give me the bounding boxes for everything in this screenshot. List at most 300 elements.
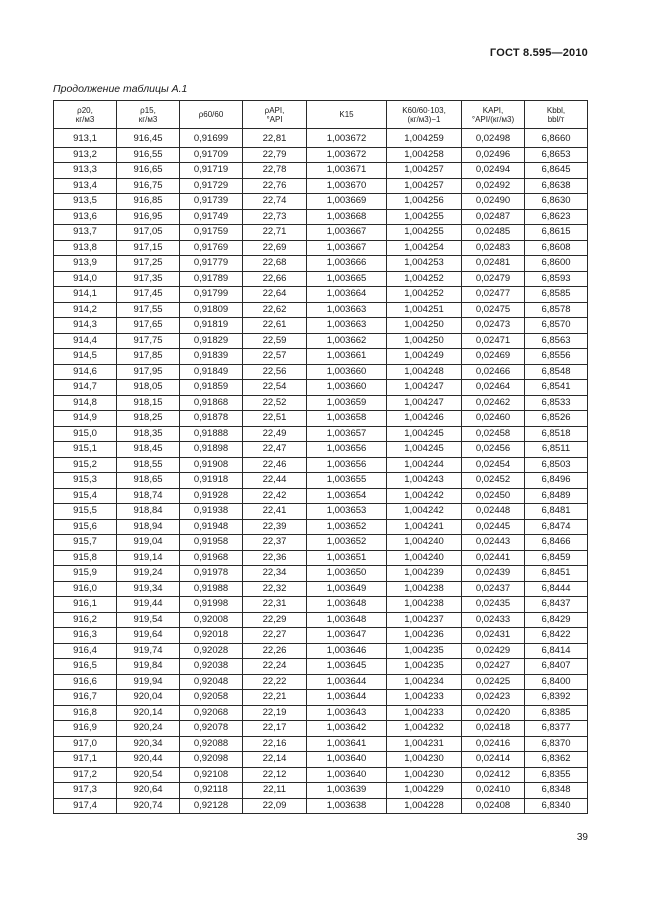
table-cell: 915,2: [54, 457, 117, 473]
table-cell: 920,34: [117, 736, 180, 752]
table-cell: 918,15: [117, 395, 180, 411]
table-cell: 919,84: [117, 659, 180, 675]
table-cell: 915,9: [54, 566, 117, 582]
table-cell: 917,95: [117, 364, 180, 380]
table-cell: 916,65: [117, 163, 180, 179]
table-cell: 917,2: [54, 767, 117, 783]
table-cell: 0,91759: [180, 225, 243, 241]
table-cell: 1,004255: [387, 209, 462, 225]
table-cell: 6,8370: [525, 736, 588, 752]
table-row: [54, 318, 588, 334]
table-cell: 6,8660: [525, 129, 588, 148]
table-row: [54, 550, 588, 566]
table-cell: 1,003670: [307, 178, 387, 194]
table-row: [54, 380, 588, 396]
table-cell: 22,14: [243, 752, 307, 768]
table-cell: 1,003668: [307, 209, 387, 225]
table-cell: 1,004250: [387, 318, 462, 334]
table-cell: 919,74: [117, 643, 180, 659]
table-cell: 1,004249: [387, 349, 462, 365]
column-header-unit: °API/(кг/м3): [471, 114, 515, 124]
table-cell: 6,8563: [525, 333, 588, 349]
table-row: [54, 597, 588, 613]
table-cell: 0,02498: [462, 129, 525, 148]
column-header-unit: (кг/м3)−1: [407, 114, 441, 124]
table-cell: 1,004258: [387, 147, 462, 163]
table-cell: 1,004257: [387, 178, 462, 194]
table-cell: 1,003669: [307, 194, 387, 210]
table-cell: 0,02485: [462, 225, 525, 241]
table-cell: 1,003641: [307, 736, 387, 752]
table-cell: 0,02454: [462, 457, 525, 473]
table-cell: 919,34: [117, 581, 180, 597]
table-cell: 915,1: [54, 442, 117, 458]
table-cell: 6,8451: [525, 566, 588, 582]
column-header-label: ρ15,: [140, 105, 156, 115]
table-cell: 0,02408: [462, 798, 525, 814]
column-header-unit: кг/м3: [75, 114, 95, 124]
table-cell: 1,003654: [307, 488, 387, 504]
table-cell: 1,003663: [307, 318, 387, 334]
table-cell: 1,003649: [307, 581, 387, 597]
table-cell: 917,4: [54, 798, 117, 814]
table-cell: 1,004252: [387, 271, 462, 287]
column-header-label: K60/60·103,: [402, 105, 446, 115]
table-cell: 918,25: [117, 411, 180, 427]
table-cell: 6,8362: [525, 752, 588, 768]
table-cell: 1,003648: [307, 597, 387, 613]
table-cell: 22,51: [243, 411, 307, 427]
table-row: [54, 736, 588, 752]
table-cell: 0,02433: [462, 612, 525, 628]
table-row: [54, 271, 588, 287]
table-cell: 1,003658: [307, 411, 387, 427]
table-cell: 1,003660: [307, 364, 387, 380]
table-cell: 0,02437: [462, 581, 525, 597]
table-cell: 920,54: [117, 767, 180, 783]
table-cell: 920,04: [117, 690, 180, 706]
table-cell: 1,003671: [307, 163, 387, 179]
table-cell: 916,5: [54, 659, 117, 675]
table-cell: 6,8496: [525, 473, 588, 489]
table-cell: 6,8481: [525, 504, 588, 520]
table-cell: 0,92008: [180, 612, 243, 628]
table-row: [54, 628, 588, 644]
table-cell: 1,003644: [307, 690, 387, 706]
table-cell: 913,5: [54, 194, 117, 210]
table-cell: 1,003653: [307, 504, 387, 520]
table-row: [54, 194, 588, 210]
table-cell: 920,74: [117, 798, 180, 814]
table-cell: 1,004245: [387, 442, 462, 458]
table-cell: 6,8623: [525, 209, 588, 225]
table-cell: 1,003648: [307, 612, 387, 628]
table-cell: 0,91769: [180, 240, 243, 256]
table-cell: 918,84: [117, 504, 180, 520]
table-cell: 917,35: [117, 271, 180, 287]
table-cell: 918,65: [117, 473, 180, 489]
table-row: [54, 302, 588, 318]
table-cell: 1,004233: [387, 705, 462, 721]
table-cell: 1,004259: [387, 129, 462, 148]
page-number: 39: [576, 832, 588, 843]
table-cell: 1,004234: [387, 674, 462, 690]
table-cell: 0,92038: [180, 659, 243, 675]
table-cell: 0,02425: [462, 674, 525, 690]
table-cell: 1,004246: [387, 411, 462, 427]
table-cell: 22,31: [243, 597, 307, 613]
table-cell: 914,7: [54, 380, 117, 396]
column-header: [180, 101, 243, 129]
table-cell: 918,05: [117, 380, 180, 396]
table-row: [54, 488, 588, 504]
table-row: [54, 504, 588, 520]
table-cell: 0,02441: [462, 550, 525, 566]
table-cell: 0,02420: [462, 705, 525, 721]
table-cell: 0,02431: [462, 628, 525, 644]
table-cell: 22,49: [243, 426, 307, 442]
table-cell: 6,8414: [525, 643, 588, 659]
column-header: [243, 101, 307, 129]
table-row: [54, 240, 588, 256]
table-cell: 0,91809: [180, 302, 243, 318]
table-cell: 919,94: [117, 674, 180, 690]
table-cell: 22,17: [243, 721, 307, 737]
table-caption: Продолжение таблицы А.1: [53, 83, 188, 95]
table-cell: 915,0: [54, 426, 117, 442]
table-cell: 1,003638: [307, 798, 387, 814]
table-cell: 22,57: [243, 349, 307, 365]
table-cell: 914,0: [54, 271, 117, 287]
table-cell: 920,64: [117, 783, 180, 799]
table-cell: 1,003664: [307, 287, 387, 303]
table-cell: 6,8474: [525, 519, 588, 535]
table-row: [54, 411, 588, 427]
table-cell: 1,003672: [307, 147, 387, 163]
table-cell: 22,76: [243, 178, 307, 194]
table-cell: 0,92018: [180, 628, 243, 644]
table-cell: 22,12: [243, 767, 307, 783]
column-header-label: ρAPI,: [264, 105, 285, 115]
table-cell: 6,8377: [525, 721, 588, 737]
table-cell: 913,1: [54, 129, 117, 148]
table-cell: 6,8615: [525, 225, 588, 241]
table-cell: 1,003652: [307, 519, 387, 535]
table-cell: 22,27: [243, 628, 307, 644]
table-cell: 916,75: [117, 178, 180, 194]
table-cell: 0,91789: [180, 271, 243, 287]
table-cell: 1,003672: [307, 129, 387, 148]
table-cell: 1,004242: [387, 488, 462, 504]
table-cell: 915,8: [54, 550, 117, 566]
table-cell: 918,55: [117, 457, 180, 473]
table-cell: 1,003666: [307, 256, 387, 272]
table-cell: 1,003640: [307, 767, 387, 783]
table-header: [54, 101, 588, 129]
column-header-label: ρ60/60: [198, 110, 224, 119]
table-cell: 1,004243: [387, 473, 462, 489]
table-row: [54, 178, 588, 194]
table-cell: 914,9: [54, 411, 117, 427]
table-cell: 0,02410: [462, 783, 525, 799]
table-cell: 6,8518: [525, 426, 588, 442]
table-cell: 22,71: [243, 225, 307, 241]
table-cell: 920,24: [117, 721, 180, 737]
table-cell: 916,95: [117, 209, 180, 225]
table-cell: 920,14: [117, 705, 180, 721]
table-cell: 1,004228: [387, 798, 462, 814]
table-cell: 1,004256: [387, 194, 462, 210]
table-row: [54, 581, 588, 597]
table-cell: 6,8645: [525, 163, 588, 179]
table-row: [54, 163, 588, 179]
table-cell: 1,004253: [387, 256, 462, 272]
table-cell: 914,3: [54, 318, 117, 334]
table-cell: 917,25: [117, 256, 180, 272]
table-cell: 6,8355: [525, 767, 588, 783]
table-cell: 0,91859: [180, 380, 243, 396]
table-cell: 6,8600: [525, 256, 588, 272]
table-cell: 1,003644: [307, 674, 387, 690]
table-cell: 1,004236: [387, 628, 462, 644]
table-cell: 6,8466: [525, 535, 588, 551]
table-cell: 22,54: [243, 380, 307, 396]
table-cell: 916,3: [54, 628, 117, 644]
table-cell: 1,003665: [307, 271, 387, 287]
table-body: [54, 129, 588, 814]
table-cell: 916,2: [54, 612, 117, 628]
table-cell: 1,003651: [307, 550, 387, 566]
table-cell: 1,003656: [307, 457, 387, 473]
table-cell: 0,91918: [180, 473, 243, 489]
table-cell: 6,8608: [525, 240, 588, 256]
table-cell: 0,02477: [462, 287, 525, 303]
table-cell: 22,47: [243, 442, 307, 458]
table-cell: 1,004229: [387, 783, 462, 799]
table-cell: 0,91699: [180, 129, 243, 148]
table-cell: 1,004230: [387, 752, 462, 768]
table-cell: 22,11: [243, 783, 307, 799]
data-table: [53, 100, 588, 814]
table-row: [54, 473, 588, 489]
table-cell: 22,69: [243, 240, 307, 256]
table-cell: 917,75: [117, 333, 180, 349]
table-cell: 1,003659: [307, 395, 387, 411]
table-cell: 913,4: [54, 178, 117, 194]
table-cell: 0,02469: [462, 349, 525, 365]
table-cell: 1,003650: [307, 566, 387, 582]
table-row: [54, 705, 588, 721]
table-cell: 0,91988: [180, 581, 243, 597]
table-cell: 0,02473: [462, 318, 525, 334]
table-cell: 0,92108: [180, 767, 243, 783]
table-cell: 22,09: [243, 798, 307, 814]
table-cell: 919,44: [117, 597, 180, 613]
table-cell: 6,8526: [525, 411, 588, 427]
table-cell: 0,91799: [180, 287, 243, 303]
table-cell: 917,45: [117, 287, 180, 303]
column-header-unit: bbl/т: [547, 114, 565, 124]
table-cell: 6,8548: [525, 364, 588, 380]
table-cell: 917,65: [117, 318, 180, 334]
column-header-label: Kbbl,: [546, 105, 566, 115]
table-cell: 0,02418: [462, 721, 525, 737]
table-cell: 0,91908: [180, 457, 243, 473]
table-row: [54, 798, 588, 814]
column-header-unit: кг/м3: [138, 114, 158, 124]
table-cell: 1,003667: [307, 240, 387, 256]
table-row: [54, 767, 588, 783]
table-cell: 6,8503: [525, 457, 588, 473]
table-cell: 22,41: [243, 504, 307, 520]
table-cell: 6,8638: [525, 178, 588, 194]
table-cell: 1,003657: [307, 426, 387, 442]
table-cell: 917,05: [117, 225, 180, 241]
table-cell: 1,004251: [387, 302, 462, 318]
table-cell: 22,68: [243, 256, 307, 272]
table-cell: 0,02464: [462, 380, 525, 396]
table-row: [54, 287, 588, 303]
table-cell: 0,02458: [462, 426, 525, 442]
table-row: [54, 519, 588, 535]
column-header-label: ρ20,: [77, 105, 93, 115]
table-cell: 22,73: [243, 209, 307, 225]
table-cell: 6,8593: [525, 271, 588, 287]
table-cell: 916,8: [54, 705, 117, 721]
table-cell: 22,42: [243, 488, 307, 504]
table-cell: 0,02445: [462, 519, 525, 535]
table-cell: 918,45: [117, 442, 180, 458]
table-cell: 0,91719: [180, 163, 243, 179]
table-row: [54, 721, 588, 737]
table-cell: 22,34: [243, 566, 307, 582]
table-cell: 22,52: [243, 395, 307, 411]
table-cell: 1,003667: [307, 225, 387, 241]
table-cell: 0,02412: [462, 767, 525, 783]
table-row: [54, 364, 588, 380]
table-cell: 1,004248: [387, 364, 462, 380]
table-row: [54, 426, 588, 442]
table-cell: 916,6: [54, 674, 117, 690]
table-cell: 22,62: [243, 302, 307, 318]
table-cell: 918,94: [117, 519, 180, 535]
table-cell: 0,91839: [180, 349, 243, 365]
column-header-label: K15: [339, 110, 354, 119]
table-cell: 914,6: [54, 364, 117, 380]
table-cell: 919,04: [117, 535, 180, 551]
table-row: [54, 209, 588, 225]
table-cell: 6,8422: [525, 628, 588, 644]
table-cell: 1,004237: [387, 612, 462, 628]
table-cell: 913,2: [54, 147, 117, 163]
table-cell: 1,003642: [307, 721, 387, 737]
table-row: [54, 129, 588, 148]
table-cell: 22,81: [243, 129, 307, 148]
table-cell: 1,003645: [307, 659, 387, 675]
table-row: [54, 147, 588, 163]
table-cell: 917,55: [117, 302, 180, 318]
table-cell: 22,37: [243, 535, 307, 551]
table-cell: 0,02448: [462, 504, 525, 520]
table-cell: 913,9: [54, 256, 117, 272]
column-header: [307, 101, 387, 129]
table-cell: 0,91878: [180, 411, 243, 427]
table-cell: 0,91849: [180, 364, 243, 380]
table-cell: 1,004240: [387, 535, 462, 551]
table-cell: 1,004242: [387, 504, 462, 520]
table-cell: 1,003652: [307, 535, 387, 551]
table-cell: 0,92088: [180, 736, 243, 752]
table-cell: 0,02494: [462, 163, 525, 179]
table-cell: 6,8653: [525, 147, 588, 163]
table-cell: 913,8: [54, 240, 117, 256]
table-cell: 0,91729: [180, 178, 243, 194]
table-cell: 22,36: [243, 550, 307, 566]
table-cell: 22,79: [243, 147, 307, 163]
table-cell: 919,24: [117, 566, 180, 582]
table-cell: 0,02456: [462, 442, 525, 458]
table-cell: 0,91868: [180, 395, 243, 411]
table-cell: 22,21: [243, 690, 307, 706]
table-cell: 916,9: [54, 721, 117, 737]
table-row: [54, 674, 588, 690]
table-cell: 916,4: [54, 643, 117, 659]
table-cell: 0,02416: [462, 736, 525, 752]
table-cell: 1,003656: [307, 442, 387, 458]
table-cell: 916,7: [54, 690, 117, 706]
table-cell: 0,02496: [462, 147, 525, 163]
table-cell: 0,91998: [180, 597, 243, 613]
table-cell: 0,02427: [462, 659, 525, 675]
table-cell: 917,1: [54, 752, 117, 768]
table-cell: 0,02452: [462, 473, 525, 489]
table-row: [54, 690, 588, 706]
table-cell: 22,74: [243, 194, 307, 210]
table-cell: 1,004241: [387, 519, 462, 535]
table-row: [54, 256, 588, 272]
table-cell: 0,91898: [180, 442, 243, 458]
table-cell: 0,91779: [180, 256, 243, 272]
table-cell: 1,004231: [387, 736, 462, 752]
table-row: [54, 442, 588, 458]
table-cell: 0,91938: [180, 504, 243, 520]
table-cell: 0,02471: [462, 333, 525, 349]
table-cell: 913,6: [54, 209, 117, 225]
header-row: [54, 101, 588, 129]
table-row: [54, 457, 588, 473]
table-cell: 0,91928: [180, 488, 243, 504]
table-cell: 917,3: [54, 783, 117, 799]
table-cell: 1,004233: [387, 690, 462, 706]
table-cell: 0,02492: [462, 178, 525, 194]
table-cell: 915,3: [54, 473, 117, 489]
table-row: [54, 783, 588, 799]
table-cell: 1,004255: [387, 225, 462, 241]
table-cell: 22,39: [243, 519, 307, 535]
table-cell: 1,004238: [387, 597, 462, 613]
table-cell: 916,55: [117, 147, 180, 163]
table-cell: 0,02487: [462, 209, 525, 225]
column-header: [387, 101, 462, 129]
standard-code: ГОСТ 8.595—2010: [489, 47, 588, 59]
table-cell: 0,02429: [462, 643, 525, 659]
table-cell: 1,004257: [387, 163, 462, 179]
table-cell: 6,8392: [525, 690, 588, 706]
table-cell: 0,02414: [462, 752, 525, 768]
table-cell: 914,5: [54, 349, 117, 365]
table-cell: 1,004247: [387, 395, 462, 411]
table-cell: 1,004252: [387, 287, 462, 303]
